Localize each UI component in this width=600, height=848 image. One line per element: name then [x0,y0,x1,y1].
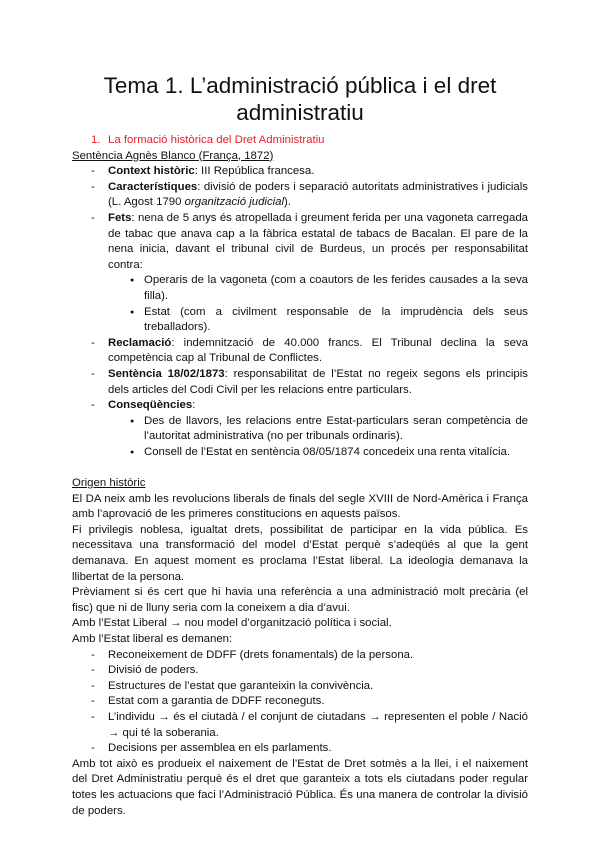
list-item: - L’individu → és el ciutadà / el conjunt de ciutadans → representen el poble / Nació → qui té la soberania. [72,710,528,741]
item-text: ). [284,196,292,209]
list-item: - Divisió de poders. [72,663,528,679]
list-item [72,164,528,180]
sub-list-item: ● Des de llavors, les relacions entre Estat-particulars seran competència de l’autoritat administrativa (no per tribunals ordinaris). [72,414,528,445]
item-label: Reclamació [108,336,172,349]
paragraph: Fi privilegis noblesa, igualtat drets, possibilitat de participar en la vida pública. Es necessitava una transformació del model d’Estat perquè s’adeqüés al que la gent demanava. En aquest moment es proclama l’Estat liberal. La ideologia demanava la llibertat de la persona. [72,523,528,583]
item-text: : divisió de poders i separació autoritats administratives i judicials (L. Agost 1790 [108,180,528,209]
list-item [72,367,528,398]
document-body [72,133,528,819]
list-item [72,211,528,273]
sub-list-item: ● Estat (com a civilment responsable de la imprudència dels seus treballadors). [72,305,528,336]
paragraph: Amb l’Estat Liberal → nou model d’organització política i social. [72,617,392,630]
sub-list-item: ● Operaris de la vagoneta (com a coautors de les ferides causades a la seva filla). [72,273,528,304]
closing-paragraph: Amb tot això es produeix el naixement de l’Estat de Dret sotmès a la llei, i el naixement del Dret Administratiu perquè és el dret que garanteix a tots els ciutadans poder regular totes les actuacions que faci l’Administració Pública. És una manera de controlar la divisió de poders. [72,757,528,817]
list-item [72,180,528,211]
list-item: - Estat com a garantia de DDFF reconeguts. [72,694,528,710]
paragraph: Prèviament si és cert que hi havia una referència a una administració molt precària (el fisc) que ni de lluny seria com la coneixem a dia d’avui. [72,586,528,614]
item-label: Característiques [108,180,198,193]
item-label: Conseqüències [108,399,193,412]
page-title: Tema 1. L’administració pública i el dret administratiu [103,73,497,125]
list-item [72,398,528,414]
item-text: : III República francesa. [194,165,315,178]
list-item: - Reconeixement de DDFF (drets fonamentals) de la persona. [72,648,528,664]
item-text: : indemnització de 40.000 francs. El Tribunal declina la seva competència cap al Tribunal de Conflictes. [108,336,528,365]
section-number: 1. [91,134,101,146]
list-item: - Estructures de l’estat que garanteixin la convivència. [72,679,528,695]
item-text: : responsabilitat de l’Estat no regeix segons els principis dels articles del Codi Civil per les relacions entre particulars. [108,367,528,396]
section-heading-text: La formació històrica del Dret Administratiu [108,134,325,146]
paragraph: El DA neix amb les revolucions liberals de finals del segle XVIII de Nord-Amèrica i França amb l’aprovació de les primeres constitucions en aquests països. [72,492,528,521]
item-text: : nena de 5 anys és atropellada i greument ferida per una vagoneta carregada de tabac que anava cap a la fàbrica estatal de tabacs de Bacalan. El pare de la nena inicia, davant el tribunal civil de Burdeus, un procés per responsabilitat contra: [108,211,528,271]
paragraph: Amb l’Estat liberal es demanen: [72,633,233,645]
item-label: Sentència 18/02/1873 [108,367,225,380]
section-heading [72,133,528,149]
sub-list-item: ● Consell de l’Estat en sentència 08/05/1874 concedeix una renta vitalícia. [72,445,528,461]
list-item [72,336,528,367]
item-text: : [192,399,196,412]
item-italic: organització judicial [184,196,285,209]
subheading-agnes-blanco: Sentència Agnès Blanco (França, 1872) [72,149,274,162]
item-label: Context històric [108,165,195,178]
subheading-origen-historic: Origen històric [72,477,146,490]
item-label: Fets [108,211,132,224]
list-item: - Decisions per assemblea en els parlaments. [72,741,528,757]
